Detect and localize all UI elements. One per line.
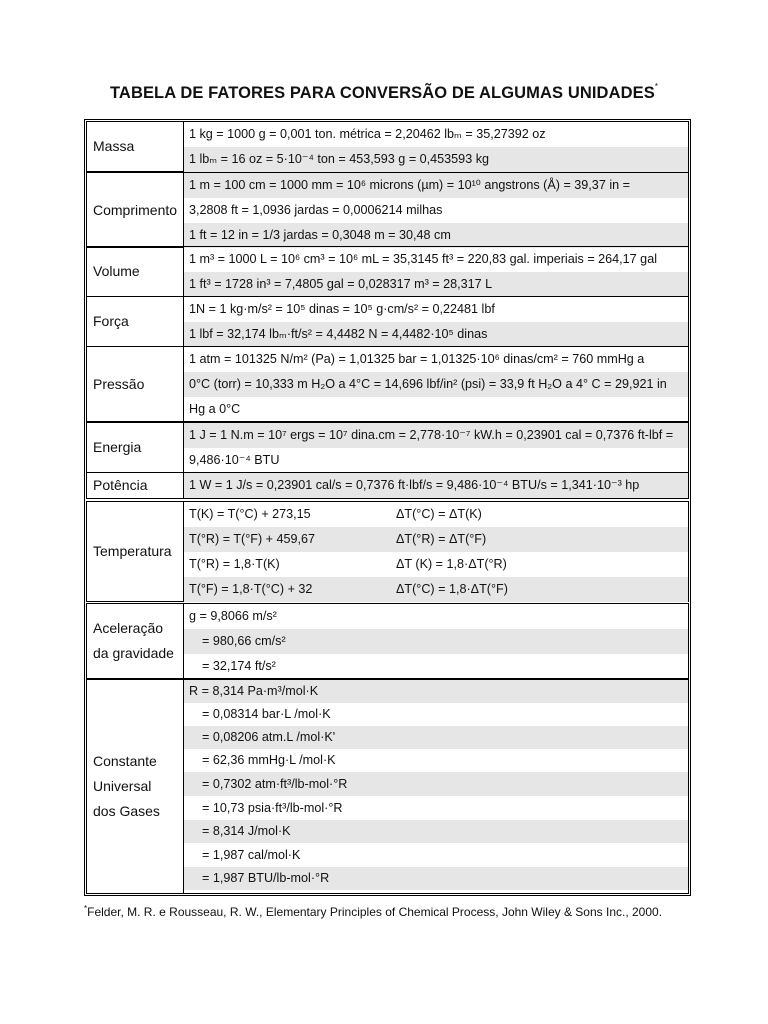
conversion-row: = 0,7302 atm·ft³/lb-mol·°R [184,772,688,796]
quantity-label [87,122,184,171]
conversion-row: = 10,73 psia·ft³/lb-mol·°R [202,801,343,815]
section-energia [86,422,689,473]
difference-conversion: ΔT(°C) = 1,8·ΔT(°F) [396,582,508,596]
absolute-conversion: T(K) = T(°C) + 273,15 [189,507,311,521]
section-forca [86,296,689,347]
difference-conversion: ΔT(°C) = ΔT(K) [396,507,482,521]
quantity-name: Potência [93,477,148,493]
title-text: TABELA DE FATORES PARA CONVERSÃO DE ALGUMAS UNIDADES [109,84,655,102]
conversion-row: = 8,314 J/mol·K [184,820,688,843]
section-potencia [86,472,689,499]
quantity-name: Força [93,313,129,329]
temperature-row [184,527,688,552]
conversion-row: 9,486·10⁻⁴ BTU [189,453,280,467]
conversion-row: 1 J = 1 N.m = 10⁷ ergs = 10⁷ dina.cm = 2,778·10⁻⁷ kW.h = 0,23901 cal = 0,7376 ft-lbf = [184,423,688,448]
conversion-row: 1 m³ = 1000 L = 10⁶ cm³ = 10⁶ mL = 35,3145 ft³ = 220,83 gal. imperiais = 264,17 gal [189,252,657,266]
quantity-name: Constante [93,753,157,769]
absolute-conversion: T(°R) = T(°F) + 459,67 [189,532,316,546]
conversion-row: = 32,174 ft/s² [202,659,276,673]
conversion-row: = 62,36 mmHg·L /mol·K [202,753,336,767]
quantity-label [87,423,184,472]
quantity-name: da gravidade [93,645,174,661]
quantity-name: Volume [93,263,140,279]
quantity-label [87,297,184,346]
conversion-row: = 1,987 BTU/lb-mol·°R [184,867,688,890]
footnote-text: Felder, M. R. e Rousseau, R. W., Elementary Principles of Chemical Process, John Wiley & Sons Inc., 2000. [87,905,663,919]
conversion-row: 0°C (torr) = 10,333 m H₂O a 4°C = 14,696 lbf/in² (psi) = 33,9 ft H₂O a 4° C = 29,921 in [184,372,688,397]
difference-conversion: ΔT (K) = 1,8·ΔT(°R) [396,557,507,571]
absolute-conversion: T(°R) = 1,8·T(K) [189,557,280,571]
conversion-row: 1 kg = 1000 g = 0,001 ton. métrica = 2,20462 lbₘ = 35,27392 oz [189,127,546,141]
section-comprimento [86,172,689,248]
quantity-name: Universal [93,778,152,794]
quantity-name: Energia [93,439,142,455]
footnote-mark: * [84,904,88,913]
conversion-row: 1 W = 1 J/s = 0,23901 cal/s = 0,7376 ft·lbf/s = 9,486·10⁻⁴ BTU/s = 1,341·10⁻³ hp [184,473,688,498]
temperature-row [184,577,688,602]
temperature-row [184,502,688,527]
conversion-row: 1 atm = 101325 N/m² (Pa) = 1,01325 bar = 1,01325·10⁶ dinas/cm² = 760 mmHg a [189,352,645,366]
quantity-name: Massa [93,138,135,154]
footnote [84,904,662,919]
conversion-row: = 980,66 cm/s² [184,629,688,654]
quantity-name: Aceleração [93,620,164,636]
temperature-row [184,552,688,577]
page-title [0,84,768,103]
conversion-row: 1 ft = 12 in = 1/3 jardas = 0,3048 m = 30,48 cm [184,223,688,248]
quantity-label [87,604,184,678]
difference-conversion: ΔT(°R) = ΔT(°F) [396,532,487,546]
conversion-row: 3,2808 ft = 1,0936 jardas = 0,0006214 milhas [189,203,443,217]
conversion-row: = 1,987 cal/mol·K [202,848,301,862]
quantity-label [87,473,184,498]
quantity-name: Temperatura [93,543,172,559]
conversion-row: 1 m = 100 cm = 1000 mm = 10⁶ microns (µm) = 10¹⁰ angstrons (Å) = 39,37 in = [184,173,688,198]
title-footnote-mark: * [654,82,659,91]
conversion-row: 1 lbf = 32,174 lbₘ·ft/s² = 4,4482 N = 4,4482·10⁵ dinas [184,322,688,347]
section-gases [86,679,689,894]
absolute-conversion: T(°F) = 1,8·T(°C) + 32 [189,582,313,596]
conversion-row: 1 ft³ = 1728 in³ = 7,4805 gal = 0,028317 m³ = 28,317 L [184,272,688,297]
quantity-label [87,247,184,296]
section-aceleracao [86,603,689,679]
section-volume [86,246,689,297]
conversion-row: 1 lbₘ = 16 oz = 5·10⁻⁴ ton = 453,593 g = 0,453593 kg [184,147,688,172]
conversion-row: R = 8,314 Pa·m³/mol·K [184,680,688,703]
quantity-label [87,502,184,601]
quantity-name: Pressão [93,375,145,392]
quantity-label [87,347,184,421]
conversion-row: = 0,08206 atm.L /mol·K' [184,726,688,749]
conversion-row: Hg a 0°C [189,402,241,416]
conversion-row: = 0,08314 bar·L /mol·K [202,707,331,721]
conversion-row: g = 9,8066 m/s² [189,609,277,623]
quantity-label [87,680,184,893]
quantity-label [87,173,184,247]
section-massa [86,121,689,172]
section-pressao [86,346,689,422]
conversion-row: 1N = 1 kg·m/s² = 10⁵ dinas = 10⁵ g·cm/s² = 0,22481 lbf [189,302,495,316]
quantity-name: dos Gases [93,803,160,819]
quantity-name: Comprimento [93,201,178,218]
section-temperatura [86,501,689,602]
